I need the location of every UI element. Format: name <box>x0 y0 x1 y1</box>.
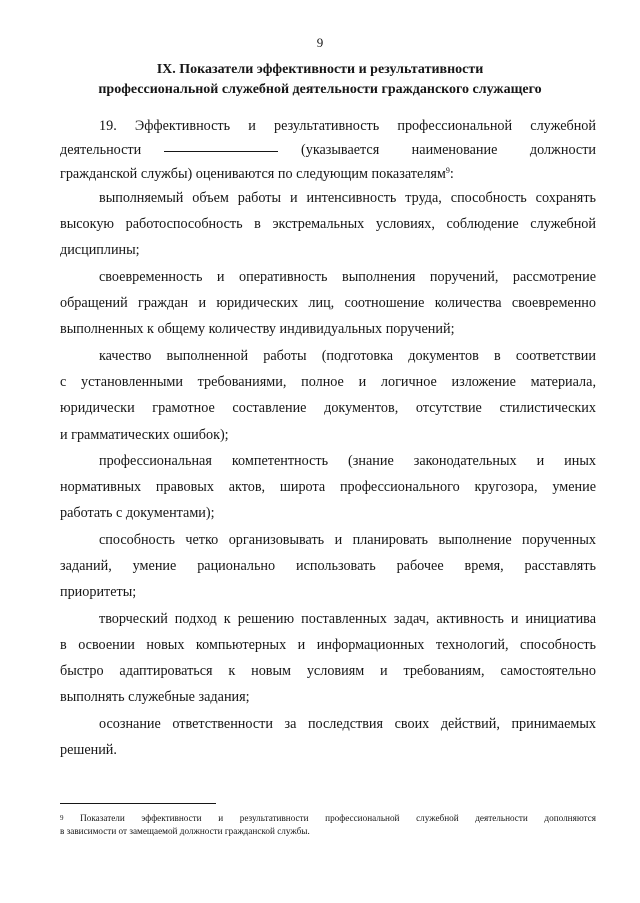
blank-fill-line <box>164 151 278 152</box>
indicator-creativity-line-2: в освоении новых компьютерных и информационных технологий, способность <box>60 637 596 653</box>
footnote-line-2: в зависимости от замещаемой должности гражданской службы. <box>60 826 310 836</box>
indicator-competence-line-1: профессиональная компетентность (знание законодательных и иных <box>99 453 596 469</box>
indicator-workload-line-2: высокую работоспособность в экстремальных условиях, соблюдение служебной <box>60 216 596 232</box>
paragraph-19-line-3-text: гражданской службы) оцениваются по следующим показателям <box>60 166 446 182</box>
paragraph-19-line-2-start: деятельности <box>60 142 142 158</box>
footnote-separator <box>60 803 216 804</box>
indicator-creativity-line-4: выполнять служебные задания; <box>60 689 250 705</box>
paragraph-19-line-1: 19. Эффективность и результативность профессиональной служебной <box>99 118 596 134</box>
indicator-competence-line-2: нормативных правовых актов, широта профессионального кругозора, умение <box>60 479 596 495</box>
indicator-responsibility-line-2: решений. <box>60 742 117 758</box>
paragraph-19-line-3-colon: : <box>449 166 454 182</box>
section-title-line-2: профессиональной служебной деятельности гражданского служащего <box>98 82 542 97</box>
indicator-workload-line-1: выполняемый объем работы и интенсивность труда, способность сохранять <box>99 190 596 206</box>
paragraph-19-line-2-end: (указывается наименование должности <box>301 142 596 158</box>
indicator-organization-line-1: способность четко организовывать и планировать выполнение порученных <box>99 532 596 548</box>
indicator-quality-line-2: с установленными требованиями, полное и логичное изложение материала, <box>60 374 596 390</box>
indicator-competence-line-3: работать с документами); <box>60 505 215 521</box>
indicator-responsibility-line-1: осознание ответственности за последствия своих действий, принимаемых <box>99 716 596 732</box>
indicator-creativity-line-3: быстро адаптироваться к новым условиям и требованиям, самостоятельно <box>60 663 596 679</box>
indicator-creativity-line-1: творческий подход к решению поставленных задач, активность и инициатива <box>99 611 596 627</box>
indicator-quality-line-1: качество выполненной работы (подготовка документов в соответствии <box>99 348 596 364</box>
indicator-timeliness-line-2: обращений граждан и юридических лиц, соотношение количества своевременно <box>60 295 596 311</box>
indicator-organization-line-2: заданий, умение рационально использовать рабочее время, расставлять <box>60 558 596 574</box>
footnote-text-1: Показатели эффективности и результативности профессиональной служебной деятельности дополняются <box>80 813 596 823</box>
section-title-line-1: IX. Показатели эффективности и результативности <box>156 62 484 77</box>
indicator-organization-line-3: приоритеты; <box>60 584 137 600</box>
paragraph-19-line-3 <box>60 165 454 183</box>
indicator-timeliness-line-3: выполненных к общему количеству индивидуальных поручений; <box>60 321 455 337</box>
footnote-reference: 9 <box>445 166 450 175</box>
indicator-quality-line-4: и грамматических ошибок); <box>60 427 229 443</box>
indicator-workload-line-3: дисциплины; <box>60 242 140 258</box>
footnote-line-1 <box>60 812 596 824</box>
page-number: 9 <box>316 35 324 50</box>
indicator-quality-line-3: юридически грамотное составление документов, отсутствие стилистических <box>60 400 596 416</box>
footnote-mark: 9 <box>60 814 64 822</box>
indicator-timeliness-line-1: своевременность и оперативность выполнения поручений, рассмотрение <box>99 269 596 285</box>
